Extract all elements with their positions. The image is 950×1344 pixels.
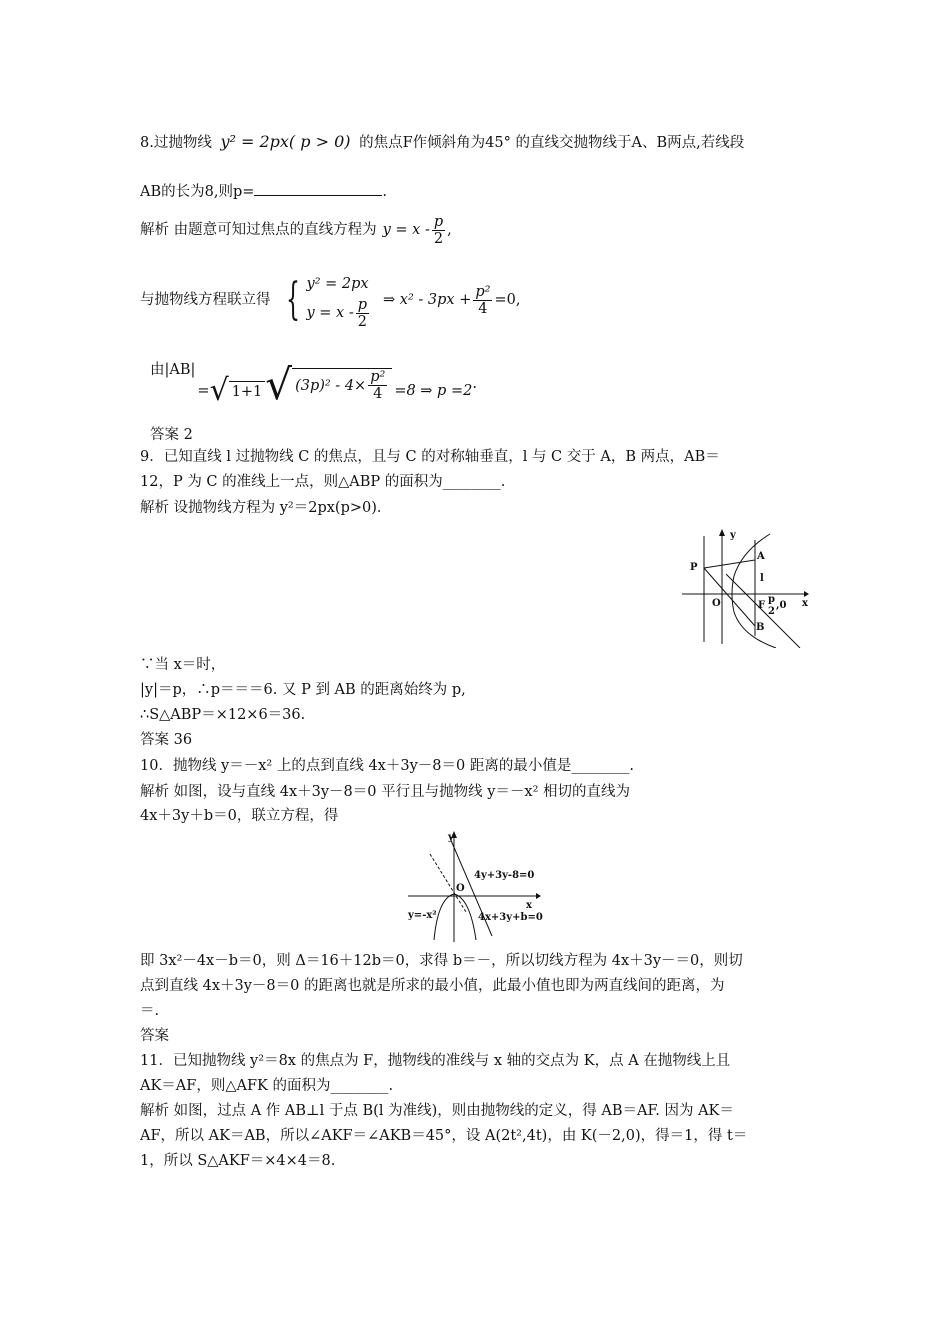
q9-label-f: F [758, 600, 766, 611]
q10-parabola [434, 894, 476, 940]
q11-line4: AF，所以 AK＝AB，所以∠AKF＝∠AKB＝45°，设 A(2t²,4t)，由 K(－2,0)，得＝1，得 t＝ [140, 1128, 748, 1144]
q8-suffix: 的焦点F作倾斜角为45° 的直线交抛物线于A、B两点,若线段 [359, 135, 745, 151]
q8-analysis-prefix: 解析 由题意可知过焦点的直线方程为 [140, 222, 377, 238]
q8-analysis-comma: , [447, 222, 452, 238]
q9-label-x: x [802, 598, 808, 609]
q8-analysis-frac [432, 214, 445, 247]
q8-equation: y² = 2px( p > 0) [220, 132, 351, 151]
q9-line6: ∴S△ABP＝×12×6＝36. [140, 707, 306, 723]
q10-label-o: O [456, 883, 465, 894]
q10-label-y: y [448, 832, 454, 843]
q8-combine-prefix: 与抛物线方程联立得 [140, 292, 271, 308]
q9-x-arrow [804, 591, 809, 597]
q9-line4: ∵当 x＝时， [140, 657, 226, 673]
q10-line6: ＝. [140, 1003, 160, 1019]
q9-line5: |y|＝p，∴p＝＝＝6. 又 P 到 AB 的距离始终为 p, [140, 682, 466, 698]
q8-analysis-eq: y = x - [382, 222, 430, 238]
q9-label-f-2: 2 [768, 606, 775, 617]
q11-line1: 11．已知抛物线 y²＝8x 的焦点为 F，抛物线的准线与 x 轴的交点为 K，点 A 在抛物线上且 [140, 1053, 731, 1069]
q8-line2-suffix: . [382, 184, 388, 200]
q8-ab [150, 352, 477, 408]
q8-arrow-frac-den: 4 [478, 300, 488, 317]
q10-label-line2: 4x+3y+b=0 [478, 912, 543, 923]
q8-ab-frac [368, 369, 387, 402]
q9-label-y: y [730, 530, 736, 541]
q11-line2: AK＝AF，则△AFK 的面积为________. [140, 1078, 394, 1094]
q10-line3: 4x＋3y＋b＝0，联立方程，得 [140, 808, 339, 824]
q8-ab-prefix: 由|AB| [150, 362, 196, 378]
q8-sys-frac [356, 297, 369, 330]
q11-line3: 解析 如图，过点 A 作 AB⊥l 于点 B(l 为准线)，则由抛物线的定义，得 AB＝AF. 因为 AK＝ [140, 1103, 734, 1119]
q10-label-x: x [526, 900, 532, 911]
q8-line2-prefix: AB的长为8,则p= [140, 184, 255, 200]
q8-sys-frac-num: p [357, 296, 368, 313]
q8-ab-root2: √ (3p)² - 4× $\frac{\text{p²}}{4}$ [265, 368, 392, 402]
q9-line-pa [704, 560, 755, 568]
q8-answer-blank [254, 181, 382, 196]
q8-line2 [140, 181, 387, 202]
q10-line2: 解析 如图，设与直线 4x＋3y－8＝0 平行且与抛物线 y＝－x² 相切的直线为 [140, 784, 630, 800]
q10-line1: 10．抛物线 y＝－x² 上的点到直线 4x＋3y－8＝0 距离的最小值是________. [140, 758, 634, 774]
q11-line5: 1，所以 S△AKF＝×4×4＝8. [140, 1153, 336, 1169]
q8-frac-den: 2 [433, 230, 444, 247]
q9-line1: 9．已知直线 l 过抛物线 C 的焦点，且与 C 的对称轴垂直，l 与 C 交于 A，B 两点，AB＝ [140, 449, 720, 465]
q8-sys-line2 [307, 297, 372, 330]
q9-label-o: O [712, 598, 721, 609]
q10-line5: 点到直线 4x＋3y－8＝0 的距离也就是所求的最小值，此最小值也即为两直线间的距离，为 [140, 978, 725, 994]
q9-label-a: A [757, 551, 765, 562]
q10-label-curve: y=-x² [408, 910, 437, 921]
q8-answer: 答案 2 [150, 427, 193, 443]
q8-ab-dot: . [472, 376, 477, 392]
q9-line3: 解析 设抛物线方程为 y²＝2px(p>0)． [140, 500, 392, 516]
q9-label-b: B [756, 622, 765, 633]
q8-sys-frac-den: 2 [357, 313, 368, 330]
q8-arrow-frac [473, 284, 492, 317]
q8-ab-rhs: =8 ⇒ p =2 [394, 383, 473, 399]
q9-label-f-0: ,0 [776, 600, 787, 611]
q10-line4: 即 3x²－4x－b＝0，则 Δ＝16＋12b＝0，求得 b＝－，所以切线方程为 4x＋3y－＝0，则切 [140, 953, 743, 969]
q9-line2: 12，P 为 C 的准线上一点，则△ABP 的面积为________. [140, 474, 506, 490]
q8-ab-frac-den: 4 [373, 386, 383, 402]
q8-arrow-eq: ⇒ x² - 3px + [383, 292, 472, 308]
q8-system [140, 262, 520, 338]
q8-system-lines [307, 271, 372, 330]
q9-y-arrow [719, 529, 725, 536]
q10-label-line1: 4y+3y-8=0 [474, 870, 535, 881]
q8-sys-line1: y² = 2px [306, 275, 369, 292]
q9-answer: 答案 36 [140, 732, 193, 748]
q10-x-arrow [536, 893, 541, 899]
q8-line1 [140, 132, 744, 153]
q8-ab-root2-lhs: (3p)² - 4× [295, 377, 367, 394]
q9-parabola [732, 534, 776, 648]
q8-frac-num: p [433, 213, 444, 230]
q8-sys-line2-lhs: y = x - [306, 305, 354, 321]
q8-arrow-frac-num: p² [475, 283, 491, 300]
q9-figure [682, 526, 810, 648]
q8-ab-root2-body [292, 368, 392, 402]
q9-label-f-p: p [768, 594, 775, 605]
q8-analysis [140, 210, 452, 250]
q10-figure [404, 828, 548, 946]
q9-line-pb [704, 568, 755, 626]
q8-brace: { [285, 274, 300, 325]
q9-label-p: P [690, 562, 698, 573]
q8-ab-frac-num: p² [370, 369, 386, 385]
q8-arrow-eq-rhs: =0, [494, 292, 521, 308]
q9-label-l: l [760, 573, 764, 584]
q9-steep-line [726, 574, 800, 648]
q8-ab-root1-body: 1+1 [229, 381, 266, 402]
q8-ab-eq: = [197, 383, 210, 399]
q10-answer: 答案 [140, 1028, 169, 1044]
q8-ab-root1: √ 1+1 [210, 376, 266, 406]
q8-prefix: 8.过抛物线 [140, 135, 212, 151]
